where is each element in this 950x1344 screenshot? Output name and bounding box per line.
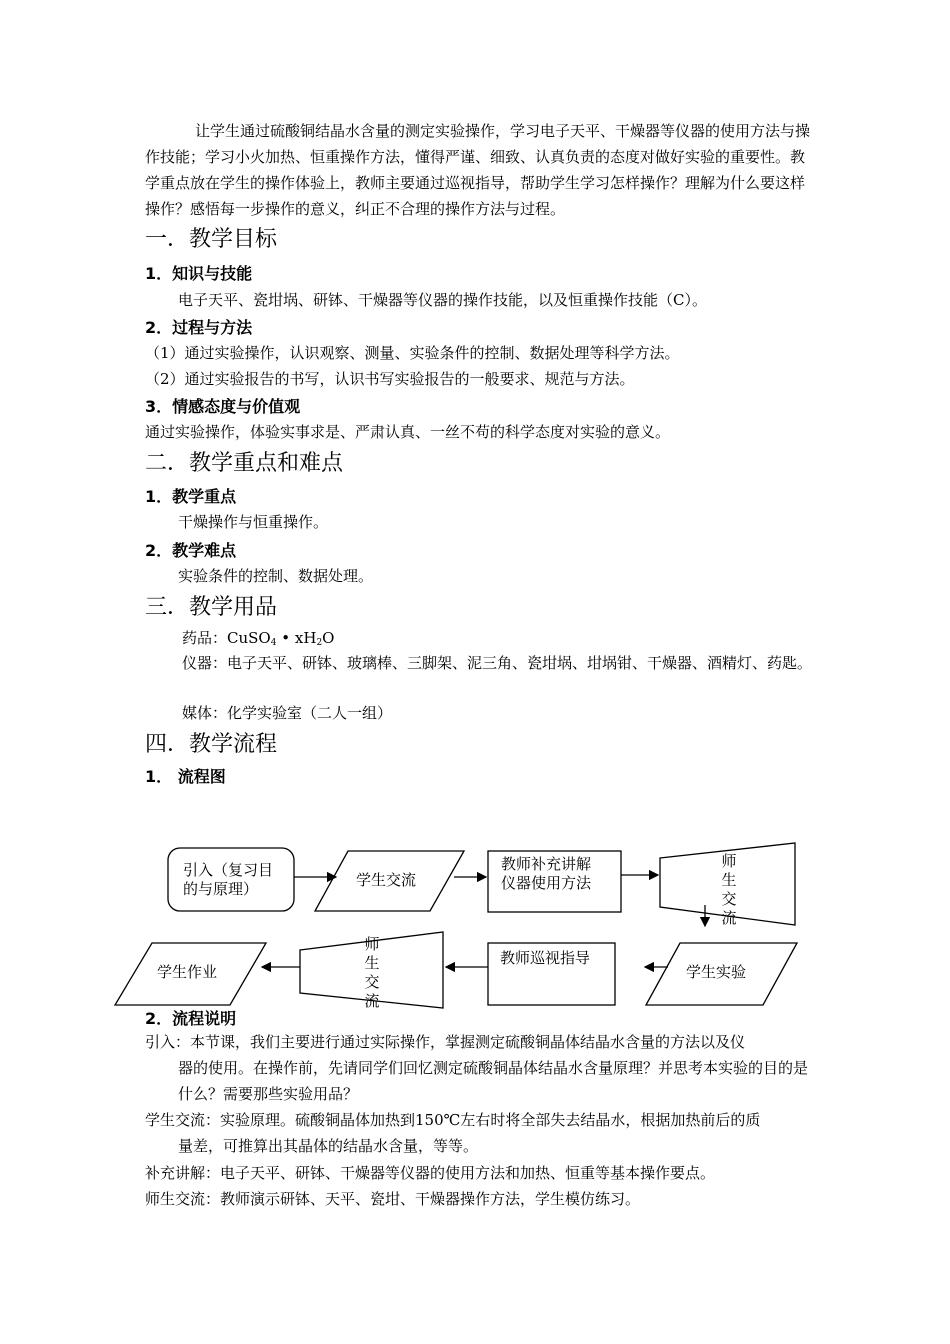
section-1-sub2-item2: （2）通过实验报告的书写，认识书写实验报告的一般要求、规范与方法。 [145,370,635,388]
desc-teacher-student-exchange: 师生交流：教师演示研钵、天平、瓷坩、干燥器操作方法，学生模仿练习。 [145,1190,641,1208]
node-teacher-student-exchange-1-label: 师 生 交 流 [721,852,737,927]
node-student-exchange-label: 学生交流 [356,871,417,889]
section-2-title: 二．教学重点和难点 [145,451,344,476]
node-teacher-patrol-label: 教师巡视指导 [500,949,591,967]
desc-intro: 引入：本节课，我们主要进行通过实际操作，掌握测定硫酸铜晶体结晶水含量的方法以及仪 器的使用。在操作前，先请同学们回忆测定硫酸铜晶体结晶水含量原理？并思考本实验的目的是什么？需要那些实验用品？ [145,1033,809,1103]
node-intro-label: 引入（复习目 的与原理） [183,861,274,898]
section-4-sub2: 2．流程说明 [145,1009,237,1028]
media-line: 媒体：化学实验室（二人一组） [182,704,393,722]
desc-student-exchange: 学生交流：实验原理。硫酸铜晶体加热到150℃左右时将全部失去结晶水，根据加热前后的质 量差，可推算出其晶体的结晶水含量，等等。 [145,1111,761,1155]
node-teacher-explain-label: 教师补充讲解 仪器使用方法 [501,855,592,892]
section-1-sub2: 2．过程与方法 [145,318,253,337]
section-2-sub2-text: 实验条件的控制、数据处理。 [178,567,374,585]
section-1-sub1: 1．知识与技能 [145,264,253,283]
drugs-label: 药品： [182,629,228,647]
section-3-title: 三．教学用品 [145,595,278,620]
section-4-sub1: 1． 流程图 [145,767,226,786]
intro-paragraph: 让学生通过硫酸铜结晶水含量的测定实验操作，学习电子天平、干燥器等仪器的使用方法与操作技能；学习小火加热、恒重操作方法，懂得严谨、细致、认真负责的态度对做好实验的重要性。教学重点放在学生的操作体验上，教师主要通过巡视指导，帮助学生学习怎样操作？理解为什么要这样操作？感悟每一步操作的意义，纠正不合理的操作方法与过程。 [145,122,811,218]
section-1-sub3-text: 通过实验操作，体验实事求是、严肃认真、一丝不苟的科学态度对实验的意义。 [145,423,671,441]
instruments-line: 仪器：电子天平、研钵、玻璃棒、三脚架、泥三角、瓷坩埚、坩埚钳、干燥器、酒精灯、药匙。 [182,654,813,672]
section-1-title: 一．教学目标 [145,227,278,252]
section-2-sub1: 1．教学重点 [145,487,237,506]
section-2-sub1-text: 干燥操作与恒重操作。 [178,513,329,531]
drug-formula: CuSO$_4$ • $xH_2O$ [227,629,335,648]
node-homework-label: 学生作业 [157,963,218,981]
desc-explain: 补充讲解：电子天平、研钵、干燥器等仪器的使用方法和加热、恒重等基本操作要点。 [145,1164,716,1182]
node-student-experiment-label: 学生实验 [686,963,747,981]
section-1-sub2-item1: （1）通过实验操作，认识观察、测量、实验条件的控制、数据处理等科学方法。 [145,344,680,362]
section-2-sub2: 2．教学难点 [145,541,237,560]
node-teacher-student-exchange-2-label: 师 生 交 流 [364,935,380,1010]
section-1-sub3: 3．情感态度与价值观 [145,397,301,416]
section-1-sub1-text: 电子天平、瓷坩埚、研钵、干燥器等仪器的操作技能，以及恒重操作技能（C）。 [178,291,707,309]
section-4-title: 四．教学流程 [145,732,278,757]
